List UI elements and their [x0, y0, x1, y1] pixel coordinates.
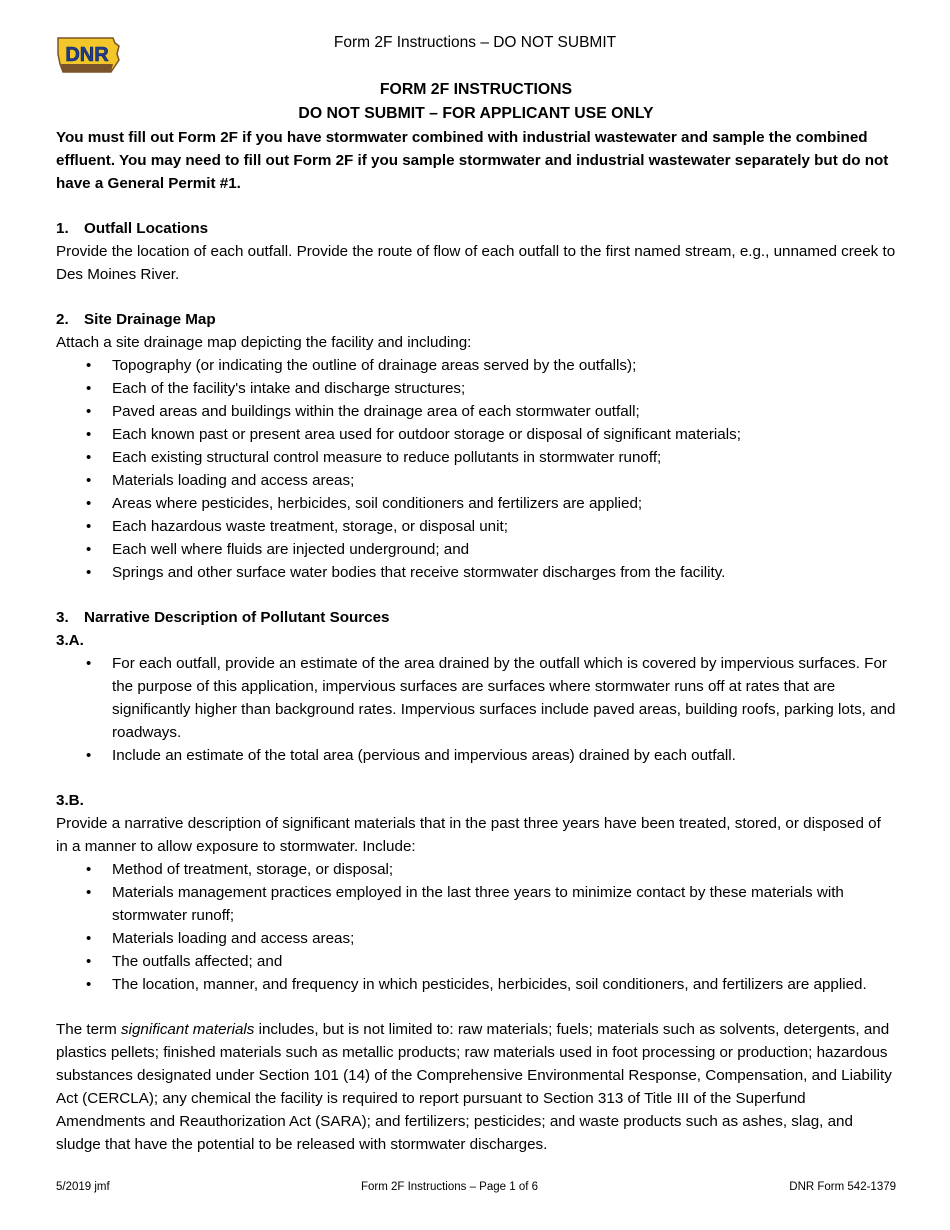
- intro-paragraph: You must fill out Form 2F if you have stormwater combined with industrial wastewater and sample the combined effluent. You may need to fill out Form 2F if you sample stormwater and industrial wastewater separately but do not have a General Permit #1.: [56, 129, 889, 192]
- section-3b-heading: 3.B.: [56, 792, 84, 809]
- page-footer: [56, 1181, 896, 1193]
- list-item: • For each outfall, provide an estimate of the area drained by the outfall which is covered by impervious surfaces. For the purpose of this application, impervious surfaces are surfaces where stormwater runs off at rates that are significantly higher than background rates. Impervious surfaces include paved areas, building roofs, parking lots, and roadways.: [112, 652, 896, 744]
- section-2-text: Attach a site drainage map depicting the facility and including:: [56, 334, 472, 351]
- section-2-title: Site Drainage Map: [84, 311, 216, 328]
- logo-text: DNR: [65, 44, 109, 66]
- list-item: • Paved areas and buildings within the drainage area of each stormwater outfall;: [112, 400, 896, 423]
- section-3a-list: [56, 652, 896, 767]
- list-item: • Each known past or present area used for outdoor storage or disposal of significant materials;: [112, 423, 896, 446]
- significant-materials-definition: [56, 1018, 896, 1156]
- section-1-text: Provide the location of each outfall. Provide the route of flow of each outfall to the first named stream, e.g., unnamed creek to Des Moines River.: [56, 243, 896, 283]
- footer-page-number: Form 2F Instructions – Page 1 of 6: [360, 1181, 539, 1193]
- definition-term: significant materials: [121, 1021, 255, 1038]
- footer-form-number: DNR Form 542-1379: [789, 1181, 896, 1193]
- footer-date: 5/2019 jmf: [56, 1181, 110, 1193]
- section-2-number: 2.: [56, 311, 69, 328]
- section-3-title: Narrative Description of Pollutant Sources: [84, 609, 390, 626]
- definition-prefix: The term: [56, 1021, 121, 1038]
- section-3-number: 3.: [56, 609, 69, 626]
- list-item: • Materials loading and access areas;: [112, 927, 896, 950]
- document-body: [56, 78, 896, 1156]
- list-item: • Topography (or indicating the outline of drainage areas served by the outfalls);: [112, 354, 896, 377]
- document-subtitle: DO NOT SUBMIT – FOR APPLICANT USE ONLY: [298, 105, 654, 122]
- list-item: • Areas where pesticides, herbicides, soil conditioners and fertilizers are applied;: [112, 492, 896, 515]
- list-item: • Materials loading and access areas;: [112, 469, 896, 492]
- list-item: • Springs and other surface water bodies that receive stormwater discharges from the facility.: [112, 561, 896, 584]
- list-item: • Method of treatment, storage, or disposal;: [112, 858, 896, 881]
- section-3a-heading: 3.A.: [56, 632, 84, 649]
- section-3b-list: [56, 858, 896, 996]
- section-3b-text: Provide a narrative description of significant materials that in the past three years have been treated, stored, or disposed of in a manner to allow exposure to stormwater. Include:: [56, 815, 881, 855]
- list-item: • Each hazardous waste treatment, storage, or disposal unit;: [112, 515, 896, 538]
- section-3-heading: [56, 606, 896, 629]
- section-1-number: 1.: [56, 220, 69, 237]
- list-item: • Each well where fluids are injected underground; and: [112, 538, 896, 561]
- section-2-heading: [56, 308, 896, 331]
- list-item: • The outfalls affected; and: [112, 950, 896, 973]
- list-item: • Each of the facility's intake and discharge structures;: [112, 377, 896, 400]
- definition-text: includes, but is not limited to: raw materials; fuels; materials such as solvents, detergents, and plastics pellets; finished materials such as metallic products; raw materials used in foot processing or production; hazardous substances designated under Section 101 (14) of the Comprehensive Environmental Response, Compensation, and Liability Act (CERCLA); any chemical the facility is required to report pursuant to Section 313 of Title III of the Superfund Amendments and Reauthorization Act (SARA); and fertilizers; pesticides; and waste products such as ashes, slag, and sludge that have the potential to be released with stormwater discharges.: [56, 1021, 892, 1153]
- site-map-list: [56, 354, 896, 584]
- list-item: • Each existing structural control measure to reduce pollutants in stormwater runoff;: [112, 446, 896, 469]
- list-item: • Include an estimate of the total area (pervious and impervious areas) drained by each outfall.: [112, 744, 896, 767]
- section-1-title: Outfall Locations: [84, 220, 209, 237]
- section-1-heading: [56, 217, 896, 240]
- list-item: • The location, manner, and frequency in which pesticides, herbicides, soil conditioners, and fertilizers are applied.: [112, 973, 896, 996]
- document-title: FORM 2F INSTRUCTIONS: [379, 81, 573, 98]
- page-header: Form 2F Instructions – DO NOT SUBMIT: [333, 34, 617, 51]
- list-item: • Materials management practices employed in the last three years to minimize contact by these materials with stormwater runoff;: [112, 881, 896, 927]
